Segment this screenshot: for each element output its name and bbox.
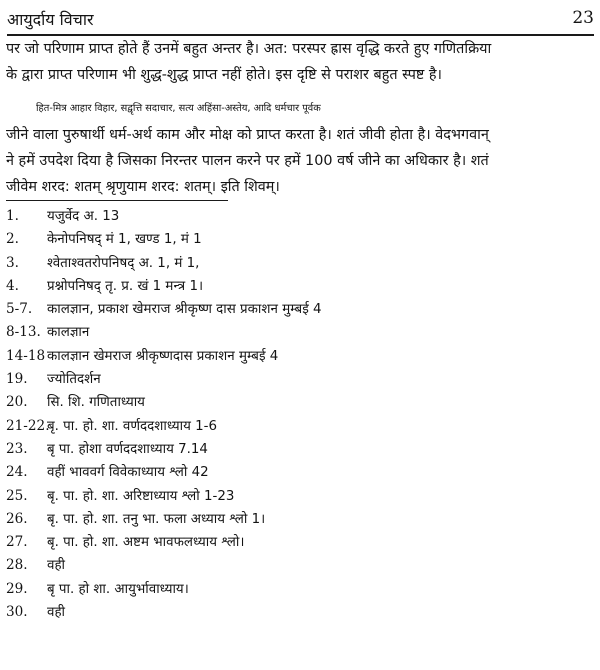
footnote-item [6,252,596,275]
footnote-text: श्वेताश्वतरोपनिषद् अ. 1, मं 1, [47,255,200,271]
footnote-text: केनोपनिषद् मं 1, खण्ड 1, मं 1 [47,232,202,248]
paragraph-continued [6,36,598,88]
footnote-number: 4. [6,277,19,294]
paragraph-main [6,96,598,200]
footnote-item [6,345,596,368]
footnote-text: बृ पा. हो शा. आयुर्भावाध्याय। [47,581,189,597]
footnote-text: बृ. पा. हो. शा. तनु भा. फला अध्याय श्लो 1। [47,511,266,527]
footnote-number: 24. [6,464,28,481]
footnote-item [6,578,596,601]
footnote-item [6,321,596,344]
footnote-text: बृ. पा. हो. शा. अरिष्टाध्याय श्लो 1-23 [47,488,235,504]
footnote-text: वही [47,605,66,621]
footnote-number: 20. [6,394,28,411]
footnote-text: वही [47,558,66,574]
footnote-number: 5-7. [6,301,33,318]
text-line: जीने वाला पुरुषार्थी धर्म-अर्थ काम और मोक्ष को प्राप्त करता है। शतं जीवी होता है। वेदभगवान् [6,127,489,143]
footnote-number: 1. [6,208,19,224]
footnote-number: 21-22. [6,417,50,434]
footnote-text: बृ. पा. हो. शा. अष्टम भावफलध्याय श्लो। [47,535,245,551]
footnote-number: 14-18 [6,347,46,364]
footnote-number: 25. [6,487,28,504]
footnote-item [6,508,596,531]
footnote-item [6,275,596,298]
footnote-text: वहीं भाववर्ग विवेकाध्याय श्लो 42 [47,465,209,481]
footnote-item [6,391,596,414]
footnote-divider [6,200,228,201]
footnote-number: 28. [6,557,28,574]
footnote-text: ज्योतिदर्शन [47,372,101,388]
footnote-number: 19. [6,371,28,388]
footnote-number: 30. [6,604,28,621]
footnote-item [6,485,596,508]
footnote-text: प्रश्नोपनिषद् तृ. प्र. खं 1 मन्त्र 1। [47,278,204,294]
text-line: के द्वारा प्राप्त परिणाम भी शुद्ध-शुद्ध प्राप्त नहीं होते। इस दृष्टि से पराशर बहुत स्पष्ट है। [6,67,442,83]
page-number: 23 [572,8,594,28]
footnote-item [6,554,596,577]
footnote-number: 23. [6,440,28,457]
footnote-item [6,601,596,624]
footnote-text: कालज्ञान, प्रकाश खेमराज श्रीकृष्ण दास प्रकाशन मुम्बई 4 [47,302,322,318]
footnote-text: यजुर्वेद अ. 13 [47,209,120,224]
footnote-text: कालज्ञान [47,325,90,341]
footnote-text: सि. शि. गणिताध्याय [47,395,145,411]
text-line: जीवेम शरद: शतम् श्रृणुयाम शरद: शतम्। इति शिवम्। [6,179,280,195]
footnote-text: कालज्ञान खेमराज श्रीकृष्णदास प्रकाशन मुम्बई 4 [47,348,279,364]
footnote-number: 27. [6,534,28,551]
footnote-item [6,415,596,438]
footnote-number: 3. [6,254,19,271]
footnote-item [6,368,596,391]
footnote-text: बृ. पा. हो. शा. वर्णददशाध्याय 1-6 [47,418,218,434]
footnote-item [6,298,596,321]
footnote-item [6,461,596,484]
text-line: हित-मित्र आहार विहार, सद्वृत्ति सदाचार, सत्य अहिंसा-अस्तेय, आदि धर्मचार पूर्वक [36,103,321,114]
text-line: ने हमें उपदेश दिया है जिसका निरन्तर पालन करने पर हमें 100 वर्ष जीने का अधिकार है। शतं [6,153,489,169]
footnote-text: बृ पा. होशा वर्णददशाध्याय 7.14 [47,441,208,457]
footnote-item [6,205,596,228]
footnote-number: 8-13. [6,324,41,341]
footnote-number: 29. [6,580,28,597]
footnote-item [6,228,596,251]
footnote-number: 26. [6,510,28,527]
footnote-item [6,438,596,461]
text-line: पर जो परिणाम प्राप्त होते हैं उनमें बहुत अन्तर है। अत: परस्पर ह्रास वृद्धि करते हुए गणितक्रिया [6,41,492,57]
footnote-number: 2. [6,231,19,248]
chapter-title: आयुर्दाय विचार [7,10,94,29]
footnotes-list [6,205,596,624]
footnote-item [6,531,596,554]
running-header [7,4,594,34]
